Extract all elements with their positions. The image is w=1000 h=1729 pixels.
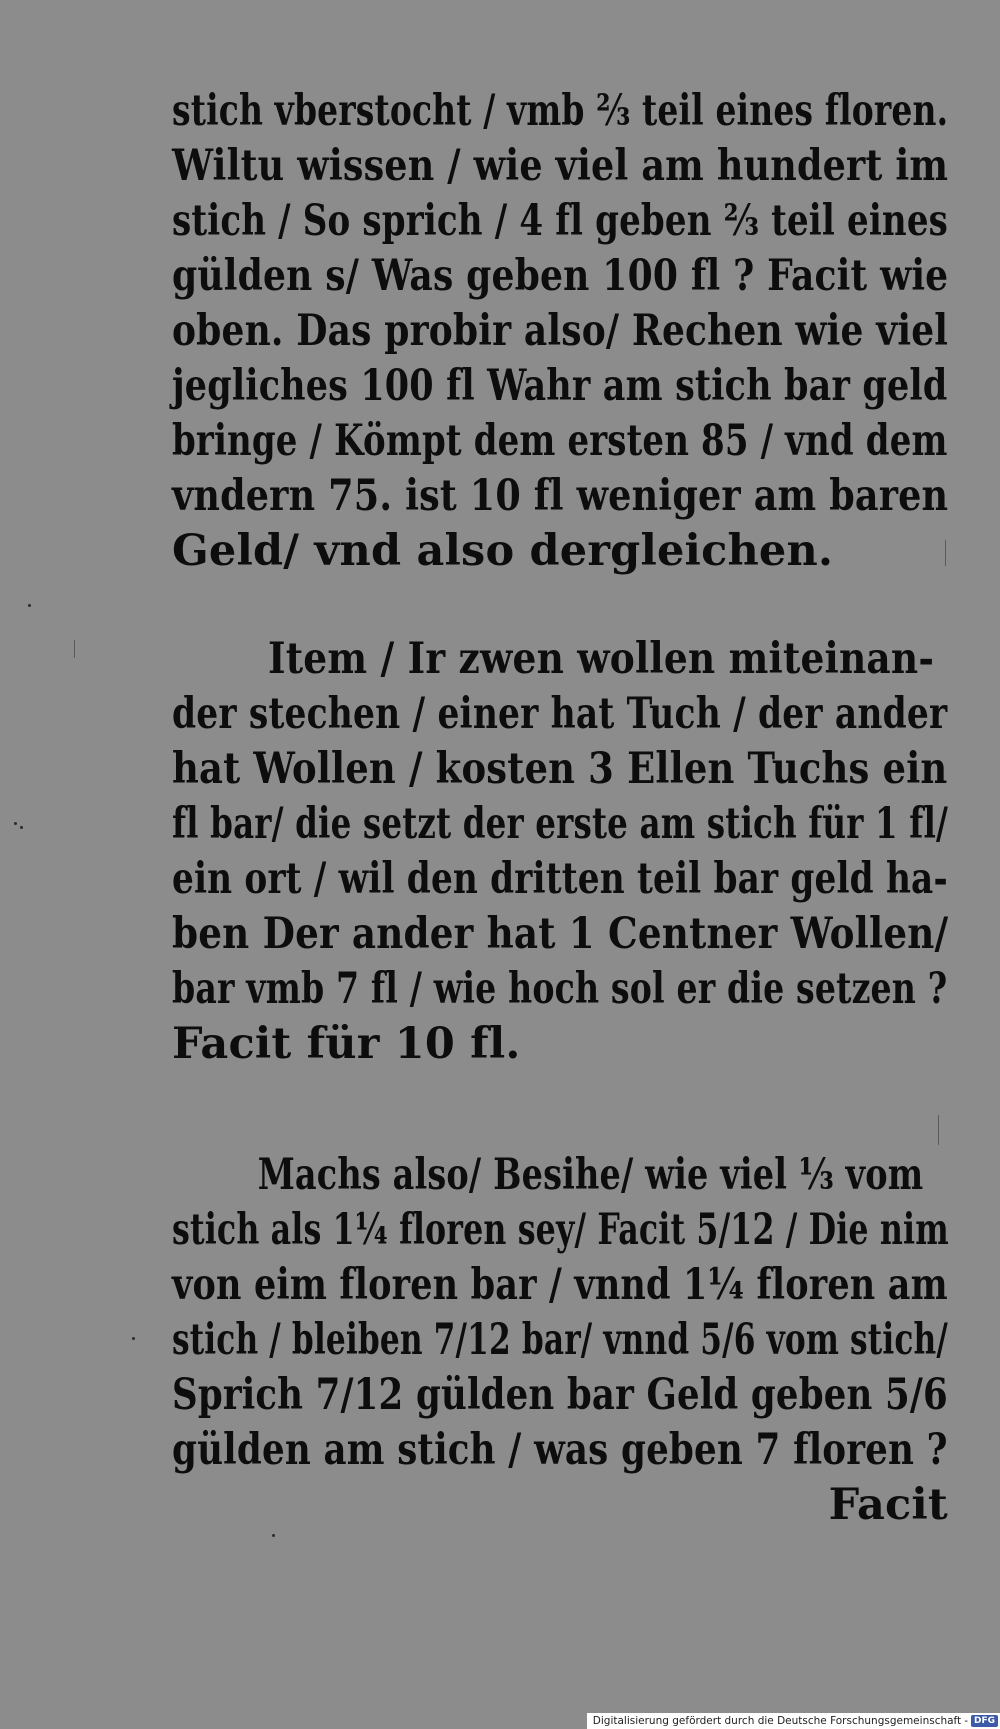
- text-line: Geld/ vnd also dergleichen.: [172, 526, 834, 576]
- text-line: stich als 1¼ floren sey/ Facit 5/12 / Die nim: [172, 1205, 949, 1255]
- paragraph-1: [172, 84, 948, 579]
- text-line: ein ort / wil den dritten teil bar geld ha-: [172, 854, 948, 904]
- scan-speck: [14, 822, 17, 825]
- scan-speck: [28, 604, 31, 607]
- text-line: bringe / Kömpt dem ersten 85 / vnd dem: [172, 416, 948, 466]
- text-line: Facit für 10 fl.: [172, 1019, 521, 1069]
- text-line: gülden s/ Was geben 100 fl ? Facit wie: [172, 251, 949, 301]
- text-line: bar vmb 7 fl / wie hoch sol er die setzen ?: [172, 964, 948, 1014]
- footer-separator: -: [964, 1715, 968, 1727]
- text-line: Wiltu wissen / wie viel am hundert im: [172, 141, 949, 191]
- text-line: der stechen / einer hat Tuch / der ander: [172, 689, 948, 739]
- text-line: jegliches 100 fl Wahr am stich bar geld: [172, 361, 948, 411]
- paragraph-3: [172, 1148, 948, 1533]
- scan-scratch: [945, 540, 946, 566]
- scan-scratch: [938, 1115, 939, 1145]
- text-line: stich / So sprich / 4 fl geben ⅔ teil eines: [172, 196, 948, 246]
- dfg-logo: DFG: [971, 1715, 998, 1727]
- text-line: hat Wollen / kosten 3 Ellen Tuchs ein: [172, 744, 948, 794]
- text-line: von eim floren bar / vnnd 1¼ floren am: [172, 1260, 948, 1310]
- catchword: Facit: [828, 1480, 948, 1530]
- text-line: Machs also/ Besihe/ wie viel ⅓ vom: [257, 1150, 924, 1200]
- text-line: vndern 75. ist 10 fl weniger am baren: [172, 471, 949, 521]
- text-line: oben. Das probir also/ Rechen wie viel: [172, 306, 949, 356]
- text-line: Sprich 7/12 gülden bar Geld geben 5/6: [172, 1370, 948, 1420]
- text-line: Item / Ir zwen wollen miteinan-: [268, 634, 935, 684]
- text-line: ben Der ander hat 1 Centner Wollen/: [172, 909, 949, 959]
- text-line: fl bar/ die setzt der erste am stich für 1 fl/: [172, 799, 949, 849]
- text-line: stich vberstocht / vmb ⅔ teil eines floren.: [172, 86, 949, 136]
- scan-speck: [272, 1534, 275, 1537]
- text-line: stich / bleiben 7/12 bar/ vnnd 5/6 vom stich/: [172, 1315, 948, 1365]
- scan-scratch: [74, 640, 75, 658]
- footer-credit: [587, 1713, 1000, 1729]
- paragraph-2: [172, 632, 948, 1072]
- text-line: gülden am stich / was geben 7 floren ?: [172, 1425, 948, 1475]
- scan-speck: [132, 1337, 135, 1340]
- footer-text: Digitalisierung gefördert durch die Deutsche Forschungsgemeinschaft: [592, 1715, 962, 1727]
- scan-speck: [20, 826, 23, 829]
